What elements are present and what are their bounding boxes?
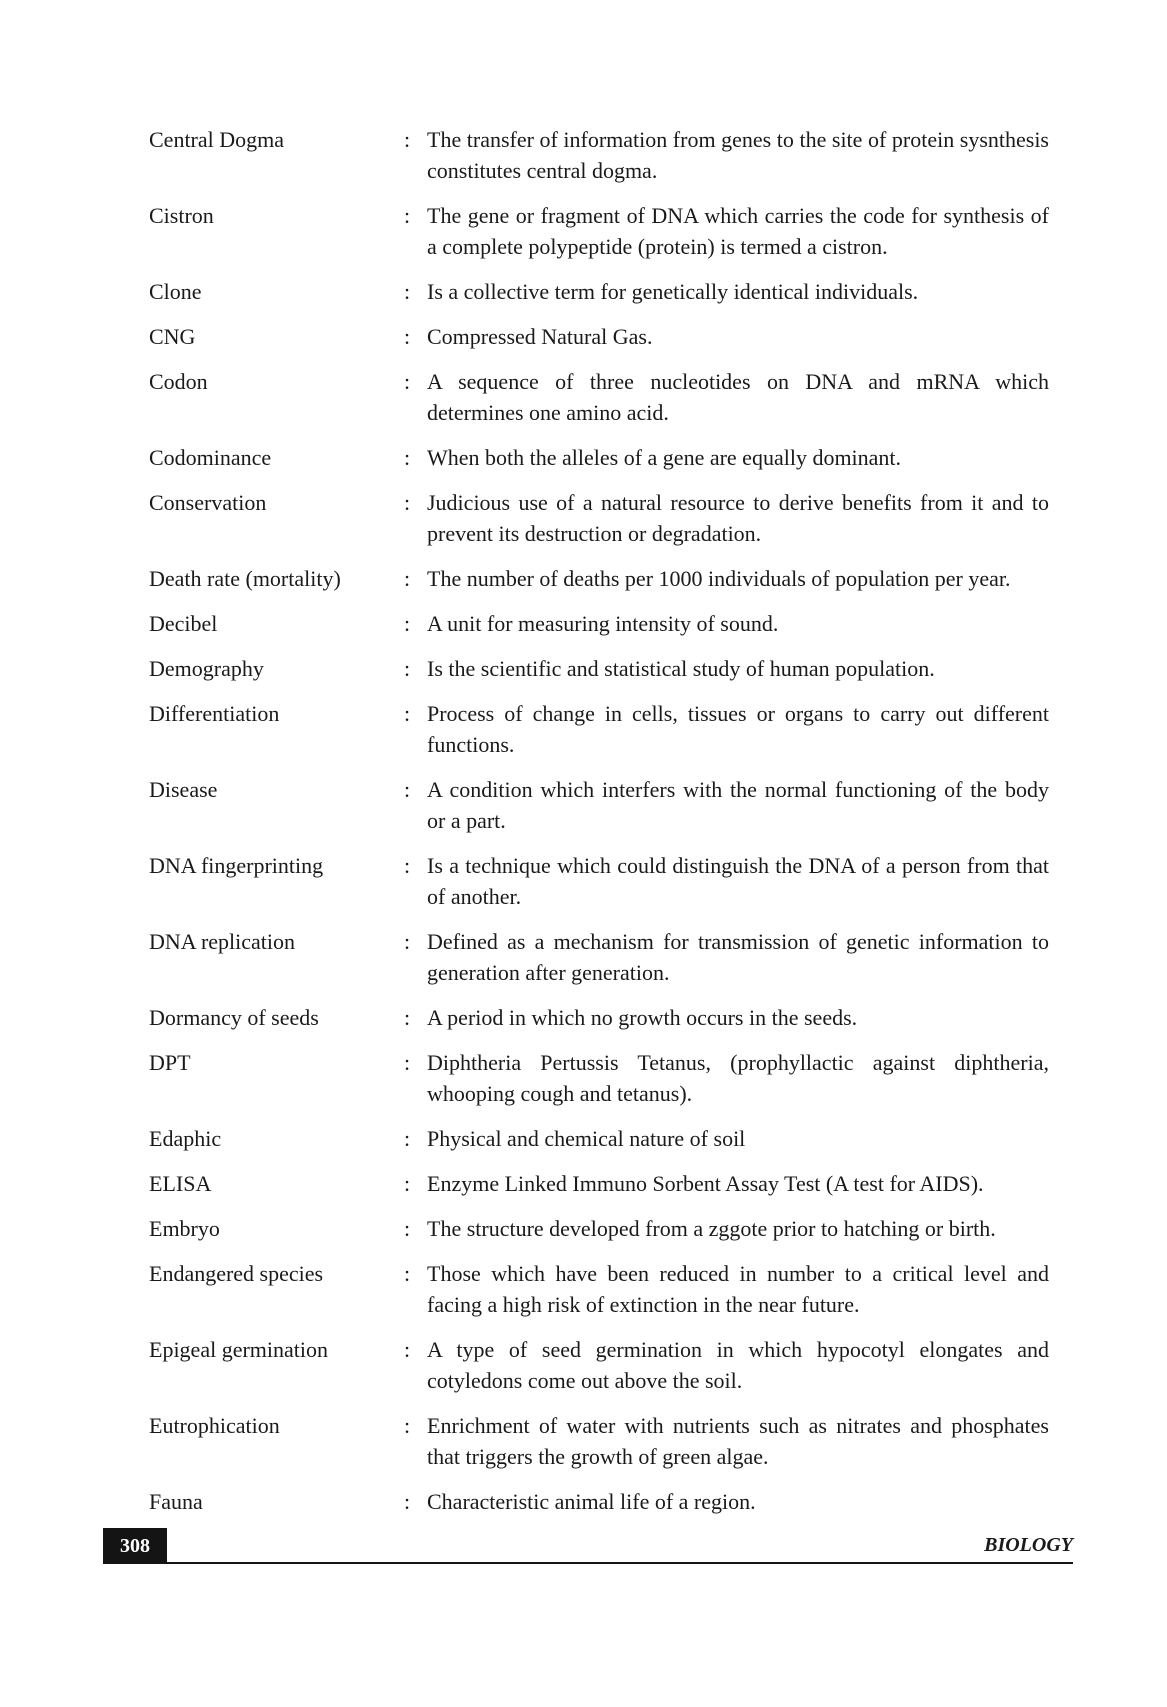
term-separator: : (404, 369, 411, 394)
glossary-definition: Enzyme Linked Immuno Sorbent Assay Test (A test for AIDS). (427, 1171, 984, 1196)
glossary-term: Fauna (149, 1489, 203, 1514)
term-separator: : (404, 929, 411, 954)
glossary-definition: A sequence of three nucleotides on DNA and mRNA which determines one amino acid. (427, 369, 1049, 425)
term-separator: : (404, 1489, 411, 1514)
glossary-entry (149, 850, 1049, 912)
glossary-term: Demography (149, 656, 264, 681)
glossary-term: ELISA (149, 1171, 212, 1196)
term-separator: : (404, 127, 411, 152)
glossary-definition: Defined as a mechanism for transmission of genetic information to generation after generation. (427, 929, 1049, 985)
glossary-entry (149, 1123, 1049, 1154)
glossary-entry (149, 124, 1049, 186)
glossary-definition: A condition which interfers with the normal functioning of the body or a part. (427, 777, 1049, 833)
glossary-entry (149, 563, 1049, 594)
term-separator: : (404, 701, 411, 726)
glossary-entry (149, 276, 1049, 307)
glossary-entry (149, 1047, 1049, 1109)
glossary-term: DNA replication (149, 929, 296, 954)
glossary-definition: Physical and chemical nature of soil (427, 1126, 746, 1151)
glossary-list (149, 124, 1049, 1531)
glossary-entry (149, 200, 1049, 262)
glossary-entry (149, 653, 1049, 684)
glossary-definition: Those which have been reduced in number to a critical level and facing a high risk of extinction in the near future. (427, 1261, 1049, 1317)
glossary-entry (149, 608, 1049, 639)
term-separator: : (404, 203, 411, 228)
term-separator: : (404, 1337, 411, 1362)
glossary-definition: Characteristic animal life of a region. (427, 1489, 756, 1514)
glossary-definition: When both the alleles of a gene are equally dominant. (427, 445, 902, 470)
glossary-definition: A unit for measuring intensity of sound. (427, 611, 779, 636)
term-separator: : (404, 1050, 411, 1075)
glossary-entry (149, 1410, 1049, 1472)
term-separator: : (404, 1413, 411, 1438)
page-footer (103, 1528, 1073, 1564)
glossary-entry (149, 774, 1049, 836)
glossary-term: Eutrophication (149, 1413, 280, 1438)
term-separator: : (404, 279, 411, 304)
term-separator: : (404, 853, 411, 878)
glossary-definition: The structure developed from a zggote prior to hatching or birth. (427, 1216, 996, 1241)
glossary-entry (149, 1213, 1049, 1244)
glossary-definition: The number of deaths per 1000 individuals of population per year. (427, 566, 1011, 591)
term-separator: : (404, 1005, 411, 1030)
glossary-term: DNA fingerprinting (149, 853, 324, 878)
glossary-entry (149, 1002, 1049, 1033)
glossary-definition: A type of seed germination in which hypocotyl elongates and cotyledons come out above the soil. (427, 1337, 1049, 1393)
term-separator: : (404, 566, 411, 591)
glossary-term: Death rate (mortality) (149, 566, 341, 591)
term-separator: : (404, 1261, 411, 1286)
glossary-term: Edaphic (149, 1126, 222, 1151)
term-separator: : (404, 490, 411, 515)
glossary-definition: The gene or fragment of DNA which carries the code for synthesis of a complete polypeptide (protein) is termed a cistron. (427, 203, 1049, 259)
glossary-term: Differentiation (149, 701, 280, 726)
glossary-entry (149, 1334, 1049, 1396)
glossary-definition: Is a collective term for genetically identical individuals. (427, 279, 919, 304)
glossary-term: Central Dogma (149, 127, 285, 152)
glossary-definition: Enrichment of water with nutrients such as nitrates and phosphates that triggers the growth of green algae. (427, 1413, 1049, 1469)
glossary-term: Embryo (149, 1216, 220, 1241)
subject-label: BIOLOGY (984, 1534, 1073, 1556)
term-separator: : (404, 1171, 411, 1196)
glossary-term: DPT (149, 1050, 191, 1075)
glossary-entry (149, 1486, 1049, 1517)
glossary-term: Codominance (149, 445, 272, 470)
term-separator: : (404, 445, 411, 470)
glossary-entry (149, 926, 1049, 988)
glossary-definition: Diphtheria Pertussis Tetanus, (prophyllactic against diphtheria, whooping cough and tetanus). (427, 1050, 1049, 1106)
glossary-entry (149, 442, 1049, 473)
glossary-entry (149, 321, 1049, 352)
term-separator: : (404, 611, 411, 636)
glossary-term: Clone (149, 279, 202, 304)
glossary-entry (149, 366, 1049, 428)
glossary-term: Epigeal germination (149, 1337, 328, 1362)
glossary-term: Conservation (149, 490, 267, 515)
glossary-term: Codon (149, 369, 208, 394)
glossary-entry (149, 1258, 1049, 1320)
term-separator: : (404, 777, 411, 802)
term-separator: : (404, 1216, 411, 1241)
glossary-term: CNG (149, 324, 196, 349)
glossary-definition: Process of change in cells, tissues or organs to carry out different functions. (427, 701, 1049, 757)
glossary-definition: Judicious use of a natural resource to derive benefits from it and to prevent its destruction or degradation. (427, 490, 1049, 546)
glossary-term: Decibel (149, 611, 218, 636)
glossary-definition: Is a technique which could distinguish the DNA of a person from that of another. (427, 853, 1049, 909)
glossary-definition: The transfer of information from genes to the site of protein sysnthesis constitutes central dogma. (427, 127, 1049, 183)
footer-divider (167, 1562, 1073, 1564)
glossary-term: Endangered species (149, 1261, 324, 1286)
glossary-entry (149, 698, 1049, 760)
term-separator: : (404, 324, 411, 349)
glossary-entry (149, 1168, 1049, 1199)
page-number: 308 (103, 1528, 167, 1564)
glossary-entry (149, 487, 1049, 549)
term-separator: : (404, 1126, 411, 1151)
glossary-definition: A period in which no growth occurs in the seeds. (427, 1005, 858, 1030)
glossary-term: Dormancy of seeds (149, 1005, 319, 1030)
term-separator: : (404, 656, 411, 681)
glossary-term: Disease (149, 777, 218, 802)
glossary-definition: Compressed Natural Gas. (427, 324, 653, 349)
glossary-term: Cistron (149, 203, 214, 228)
glossary-definition: Is the scientific and statistical study of human population. (427, 656, 935, 681)
